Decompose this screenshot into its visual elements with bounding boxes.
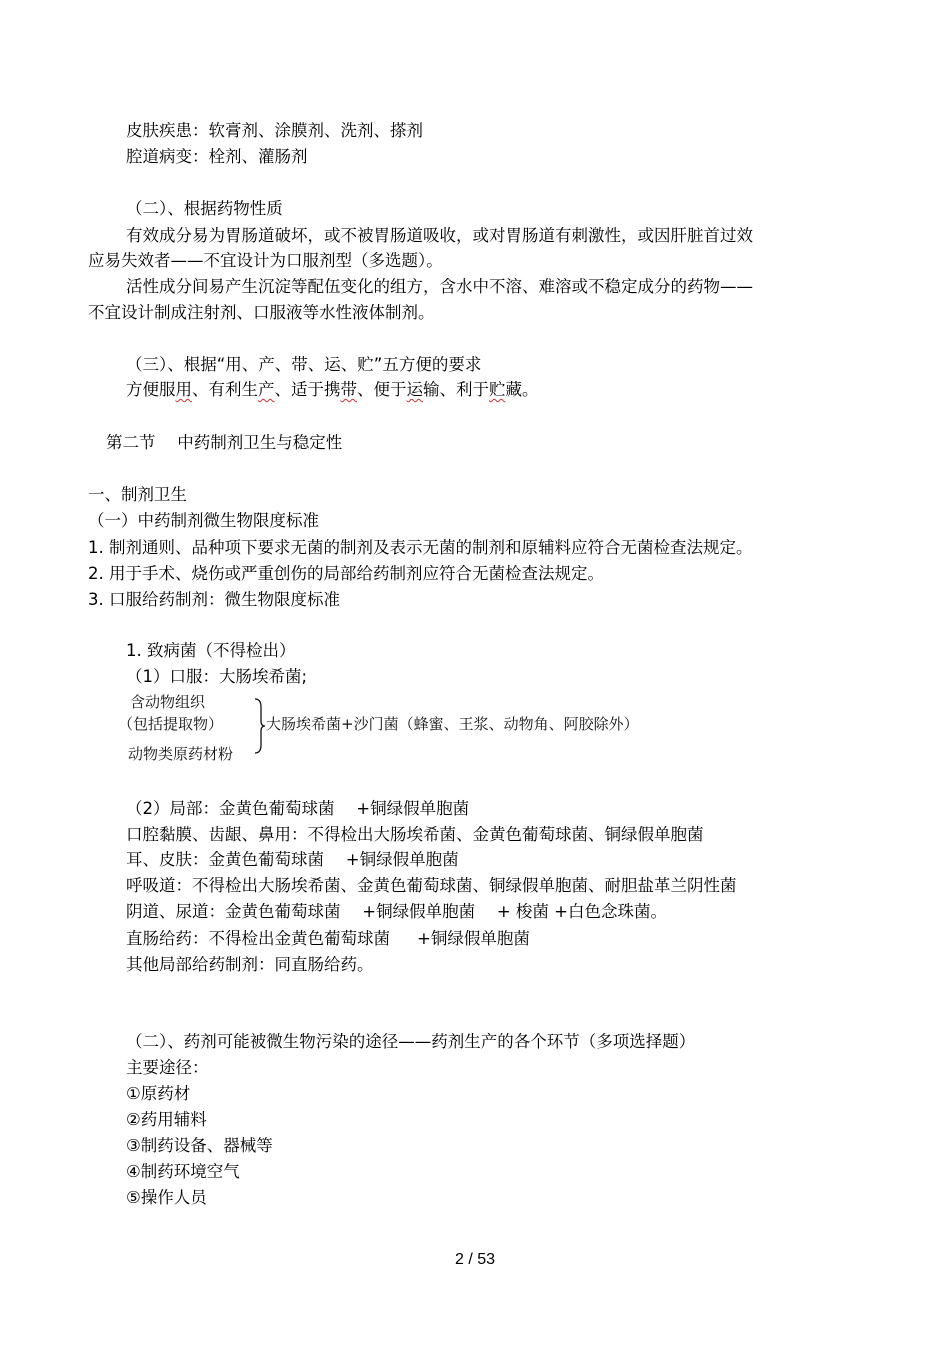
handwritten-note: （包括提取物） <box>118 715 224 733</box>
text-line: 耳、皮肤：金黄色葡萄球菌 +铜绿假单胞菌 <box>126 850 459 869</box>
text-line: 口腔黏膜、齿龈、鼻用：不得检出大肠埃希菌、金黄色葡萄球菌、铜绿假单胞菌 <box>126 825 704 844</box>
list-item: ⑤操作人员 <box>126 1188 207 1207</box>
list-item: ④制药环境空气 <box>126 1162 240 1181</box>
underlined-word: 带 <box>340 380 357 399</box>
page-number: 2 / 53 <box>454 1251 496 1268</box>
handwritten-note: 动物类原药材粉 <box>128 745 234 763</box>
paragraph-line: 不宜设计制成注射剂、口服液等水性液体制剂。 <box>88 303 435 322</box>
paragraph-line: 活性成分间易产生沉淀等配伍变化的组方，含水中不溶、难溶或不稳定成分的药物—— <box>126 277 753 296</box>
oral-pathogen: （1）口服：大肠埃希菌; <box>126 667 308 686</box>
pathogen-title: 1. 致病菌（不得检出） <box>126 641 296 660</box>
paragraph-line: 有效成分易为胃肠道破坏，或不被胃肠道吸收，或对胃肠道有刺激性，或因肝脏首过效 <box>126 226 753 245</box>
heading-level1: 一、制剂卫生 <box>88 485 187 504</box>
underlined-word: 产 <box>258 380 275 399</box>
handwritten-note: 含动物组织 <box>130 693 206 711</box>
text-line: 皮肤疾患：软膏剂、涂膜剂、洗剂、搽剂 <box>126 121 423 140</box>
heading-level2: （一）中药制剂微生物限度标准 <box>88 511 319 530</box>
local-pathogen: （2）局部：金黄色葡萄球菌 +铜绿假单胞菌 <box>126 799 470 818</box>
underlined-word: 用 <box>175 380 192 399</box>
list-item: ③制药设备、器械等 <box>126 1136 273 1155</box>
brace-icon <box>253 697 265 755</box>
underlined-word: 贮 <box>489 380 506 399</box>
text-line: 呼吸道：不得检出大肠埃希菌、金黄色葡萄球菌、铜绿假单胞菌、耐胆盐革兰阴性菌 <box>126 876 737 895</box>
list-item: ①原药材 <box>126 1084 191 1103</box>
subsection-heading: （三）、根据“用、产、带、运、贮”五方便的要求 <box>126 355 482 374</box>
five-conveniences-line: 方便服用、有利生产、适于携带、便于运输、利于贮藏。 <box>126 380 539 399</box>
section-title: 第二节 中药制剂卫生与稳定性 <box>106 433 343 452</box>
text-line: 直肠给药：不得检出金黄色葡萄球菌 +铜绿假单胞菌 <box>126 929 530 948</box>
subsection-heading: （二）、根据药物性质 <box>126 199 283 218</box>
text-line: 腔道病变：栓剂、灌肠剂 <box>126 147 308 166</box>
text-line: 其他局部给药制剂：同直肠给药。 <box>126 955 374 974</box>
numbered-item: 2. 用于手术、烧伤或严重创伤的局部给药制剂应符合无菌检查法规定。 <box>88 564 604 583</box>
underlined-word: 运 <box>406 380 423 399</box>
numbered-item: 1. 制剂通则、品种项下要求无菌的制剂及表示无菌的制剂和原辅料应符合无菌检查法规定。 <box>88 538 753 557</box>
list-item: ②药用辅料 <box>126 1110 207 1129</box>
text-line: 阴道、尿道：金黄色葡萄球菌 +铜绿假单胞菌 + 梭菌 +白色念珠菌。 <box>126 902 667 921</box>
paragraph-line: 应易失效者——不宜设计为口服剂型（多选题）。 <box>88 251 443 270</box>
numbered-item: 3. 口服给药制剂：微生物限度标准 <box>88 590 340 609</box>
subsection-heading: （二）、药剂可能被微生物污染的途径——药剂生产的各个环节（多项选择题） <box>126 1032 696 1051</box>
handwritten-note: 大肠埃希菌+沙门菌（蜂蜜、王浆、动物角、阿胶除外） <box>266 715 639 733</box>
text-line: 主要途径： <box>126 1058 209 1077</box>
